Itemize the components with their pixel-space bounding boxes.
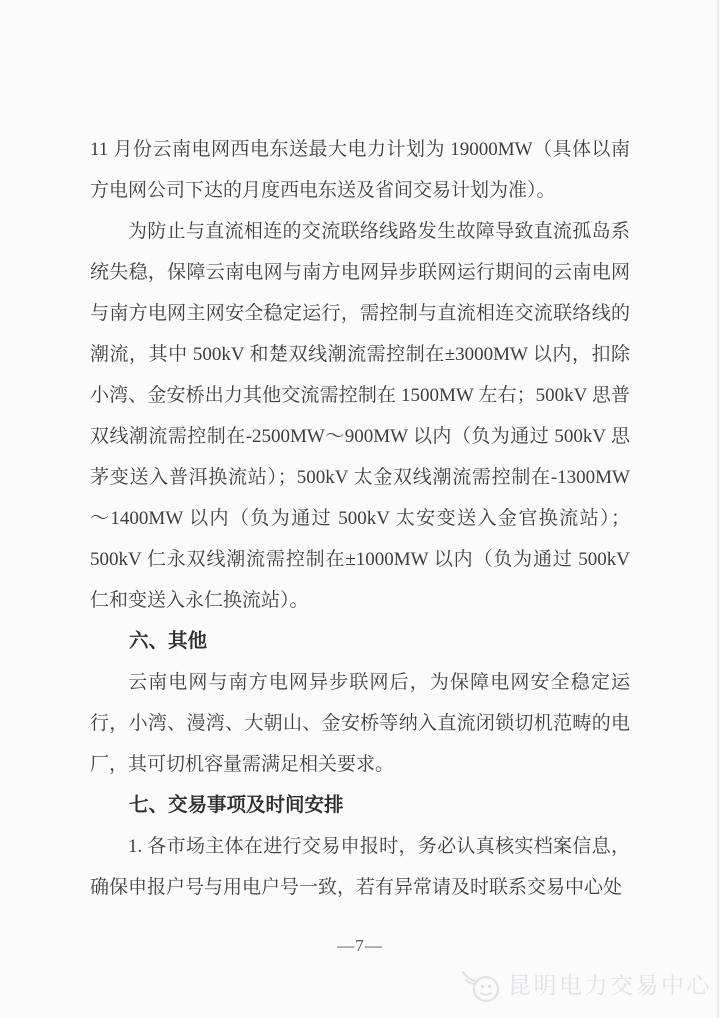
document-body	[90, 129, 630, 908]
body-paragraph: 11 月份云南电网西电东送最大电力计划为 19000MW（具体以南方电网公司下达的月度西电东送及省间交易计划为准）。	[90, 139, 630, 201]
trading-center-mascot-logo-icon	[459, 968, 503, 1004]
watermark-text: 昆明电力交易中心	[508, 973, 712, 999]
section-heading-seven-trading-schedule: 七、交易事项及时间安排	[129, 794, 344, 816]
watermark	[459, 968, 712, 1004]
scan-edge-divider	[717, 0, 719, 1018]
section-heading-six-others: 六、其他	[129, 630, 208, 652]
body-paragraph: 云南电网与南方电网异步联网后，为保障电网安全稳定运行，小湾、漫湾、大朝山、金安桥等纳入直流闭锁切机范畴的电厂，其可切机容量需满足相关要求。	[90, 672, 630, 775]
body-paragraph: 1. 各市场主体在进行交易申报时，务必认真核实档案信息，确保申报户号与用电户号一致，若有异常请及时联系交易中心处	[90, 836, 630, 898]
page-number: —7—	[337, 936, 383, 955]
body-paragraph: 为防止与直流相连的交流联络线路发生故障导致直流孤岛系统失稳，保障云南电网与南方电网异步联网运行期间的云南电网与南方电网主网安全稳定运行，需控制与直流相连交流联络线的潮流，其中 500kV 和楚双线潮流需控制在±3000MW 以内，扣除小湾、金安桥出力其他交流需控制在 1500MW 左右；500kV 思普双线潮流需控制在-2500MW～900MW 以内（负为通过 500kV 思茅变送入普洱换流站）；500kV 太金双线潮流需控制在-1300MW～1400MW 以内（负为通过 500kV 太安变送入金官换流站）；500kV 仁永双线潮流需控制在±1000MW 以内（负为通过 500kV 仁和变送入永仁换流站）。	[90, 221, 630, 611]
